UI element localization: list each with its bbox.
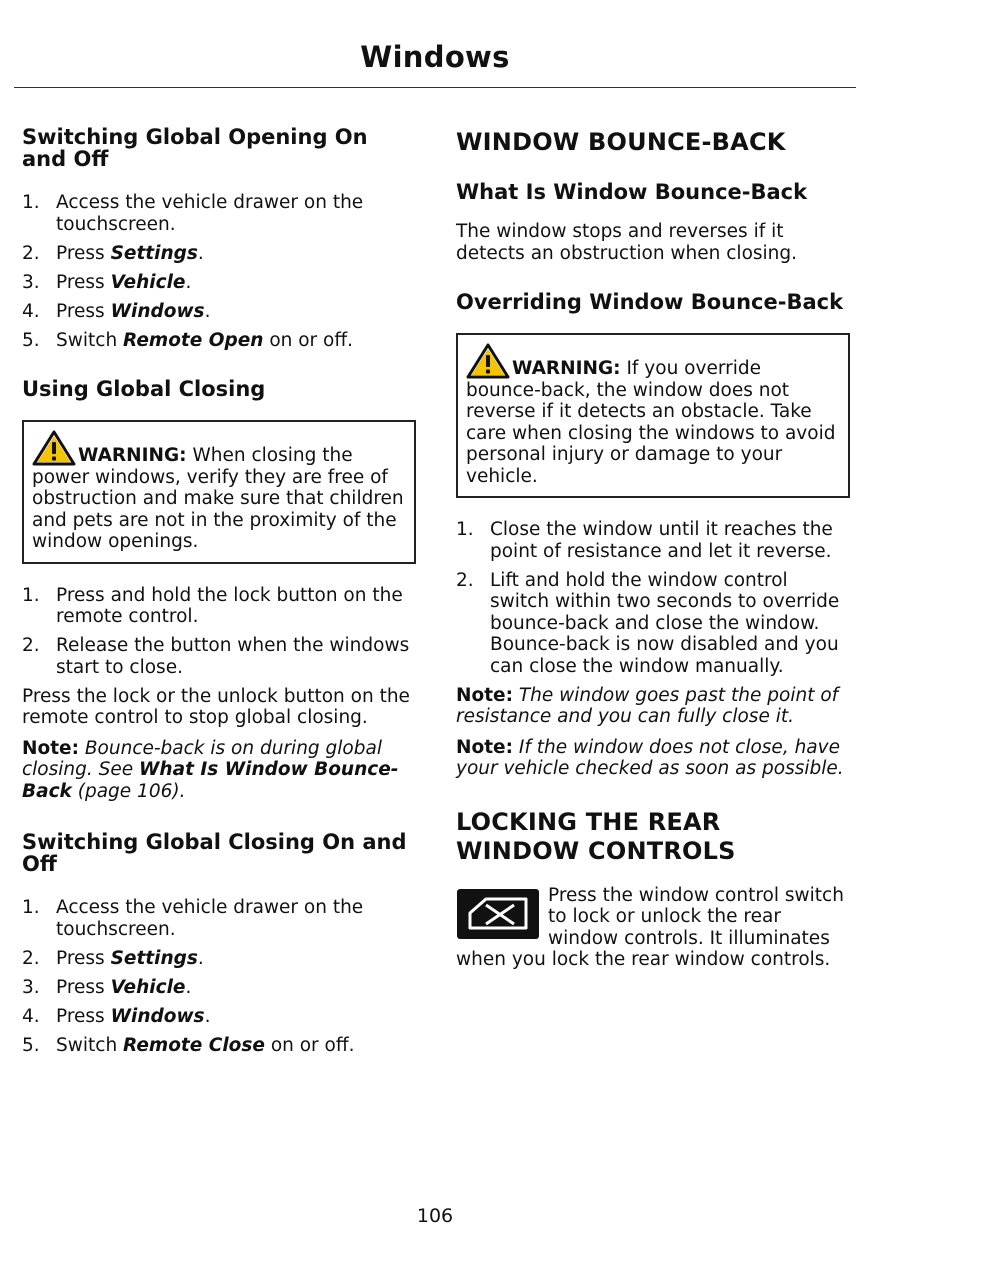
step-menu-item: Remote Close	[123, 1034, 265, 1056]
page-title: Windows	[360, 40, 510, 74]
right-column	[456, 126, 850, 971]
step-text	[56, 272, 416, 294]
note-page-ref: (page 106).	[71, 780, 186, 802]
note-text: If the window does not close, have your vehicle checked as soon as possible.	[456, 736, 844, 779]
list-item	[456, 519, 850, 562]
list-item	[22, 272, 416, 294]
step-menu-item: Vehicle	[110, 976, 186, 998]
note-label: Note:	[456, 684, 513, 706]
step-text: Press and hold the lock button on the remote control.	[56, 584, 403, 627]
step-text-pre: Press	[56, 271, 111, 293]
bounce-back-note-1	[456, 685, 850, 728]
step-text-pre: Access the vehicle drawer on the touchscreen.	[56, 192, 364, 235]
step-text-post: .	[185, 976, 192, 998]
step-text-post: on or off.	[263, 329, 353, 351]
bounce-back-warning	[456, 333, 850, 498]
step-text	[56, 977, 416, 999]
step-number: 5.	[22, 329, 40, 351]
step-number: 4.	[22, 1005, 40, 1027]
step-text	[56, 897, 416, 940]
step-text: Close the window until it reaches the point of resistance and let it reverse.	[490, 519, 833, 562]
global-opening-steps	[22, 192, 416, 351]
section-heading-locking-rear-controls: LOCKING THE REAR WINDOW CONTROLS	[456, 807, 736, 865]
note-link[interactable]: What Is Window Bounce-Back	[22, 759, 399, 802]
step-number: 4.	[22, 300, 40, 322]
note-label: Note:	[456, 736, 513, 758]
note-label: Note:	[22, 737, 79, 759]
step-menu-item: Windows	[110, 1005, 205, 1027]
step-text-pre: Switch	[56, 1034, 124, 1056]
global-closing-switch-steps	[22, 897, 416, 1056]
step-text	[56, 1035, 416, 1057]
step-number: 3.	[22, 976, 40, 998]
warning-triangle-icon	[32, 430, 76, 466]
global-closing-paragraph: Press the lock or the unlock button on the remote control to stop global closing.	[22, 685, 410, 728]
step-menu-item: Vehicle	[110, 271, 186, 293]
locking-rear-controls-text: Press the window control switch to lock or unlock the rear window controls. It illuminates when you lock the rear window controls.	[456, 884, 844, 970]
step-menu-item: Remote Open	[123, 329, 264, 351]
list-item	[456, 570, 850, 678]
note-text: The window goes past the point of resistance and you can fully close it.	[456, 684, 839, 727]
list-item	[22, 192, 416, 235]
step-text-post: .	[185, 271, 192, 293]
locking-rear-controls-block	[456, 885, 850, 971]
list-item	[22, 948, 416, 970]
step-text	[56, 192, 416, 235]
list-item	[22, 585, 416, 628]
step-text-pre: Press	[56, 242, 111, 264]
step-number: 2.	[456, 569, 474, 591]
step-text	[56, 330, 416, 352]
window-lock-icon	[456, 888, 540, 940]
warning-triangle-icon	[466, 343, 510, 379]
step-text: Lift and hold the window control switch within two seconds to override bounce-back and close the window. Bounce-back is now disabled and you can close the window manually.	[490, 569, 840, 677]
section-heading-bounce-back: WINDOW BOUNCE-BACK	[456, 128, 786, 156]
step-number: 2.	[22, 947, 40, 969]
step-text-post: .	[197, 242, 204, 264]
page-number: 106	[416, 1205, 454, 1227]
list-item	[22, 330, 416, 352]
list-item	[22, 897, 416, 940]
step-text-pre: Press	[56, 1005, 111, 1027]
step-text-post: .	[204, 300, 211, 322]
step-text-pre: Switch	[56, 329, 124, 351]
step-menu-item: Settings	[110, 242, 198, 264]
step-number: 5.	[22, 1034, 40, 1056]
step-text-post: on or off.	[264, 1034, 355, 1056]
step-number: 1.	[456, 519, 474, 540]
step-text	[56, 243, 416, 265]
step-text-pre: Press	[56, 300, 111, 322]
step-text-post: .	[204, 1005, 211, 1027]
bounce-back-note-2	[456, 737, 850, 780]
section-heading-global-opening: Switching Global Opening On and Off	[22, 125, 368, 171]
section-heading-global-closing: Using Global Closing	[22, 377, 266, 401]
list-item	[22, 1035, 416, 1057]
warning-label: WARNING:	[78, 445, 187, 466]
step-number: 1.	[22, 584, 40, 606]
note-text: Bounce-back is on during global closing. See	[22, 737, 382, 780]
step-number: 3.	[22, 271, 40, 293]
bounce-back-description: The window stops and reverses if it detects an obstruction when closing.	[456, 221, 798, 264]
global-closing-steps	[22, 585, 416, 679]
warning-text: If you override bounce-back, the window does not reverse if it detects an obstacle. Take care when closing the windows to avoid personal injury or damage to your vehicle.	[466, 358, 836, 487]
global-closing-warning	[22, 420, 416, 564]
step-text	[56, 301, 416, 323]
subheading-overriding-bounce-back: Overriding Window Bounce-Back	[456, 290, 844, 314]
step-text	[56, 948, 416, 970]
list-item	[22, 1006, 416, 1028]
step-text-pre: Press	[56, 976, 111, 998]
step-text-pre: Press	[56, 947, 111, 969]
warning-label: WARNING:	[512, 358, 621, 379]
step-number: 1.	[22, 192, 40, 213]
global-closing-note	[22, 738, 416, 803]
list-item	[22, 635, 416, 678]
step-number: 1.	[22, 897, 40, 918]
step-text-pre: Access the vehicle drawer on the touchscreen.	[56, 897, 364, 940]
step-number: 2.	[22, 242, 40, 264]
list-item	[22, 243, 416, 265]
subheading-what-is-bounce-back: What Is Window Bounce-Back	[456, 180, 808, 204]
list-item	[22, 301, 416, 323]
step-text	[56, 1006, 416, 1028]
step-menu-item: Windows	[110, 300, 205, 322]
section-heading-global-closing-switch: Switching Global Closing On and Off	[22, 830, 407, 876]
step-text-post: .	[197, 947, 204, 969]
warning-text: When closing the power windows, verify they are free of obstruction and make sure that children and pets are not in the proximity of the window openings.	[32, 445, 404, 552]
bounce-back-steps	[456, 519, 850, 677]
list-item	[22, 977, 416, 999]
step-menu-item: Settings	[110, 947, 198, 969]
header-divider	[14, 87, 856, 88]
step-text: Release the button when the windows start to close.	[56, 635, 410, 678]
left-column	[22, 126, 416, 1064]
step-number: 2.	[22, 635, 40, 656]
